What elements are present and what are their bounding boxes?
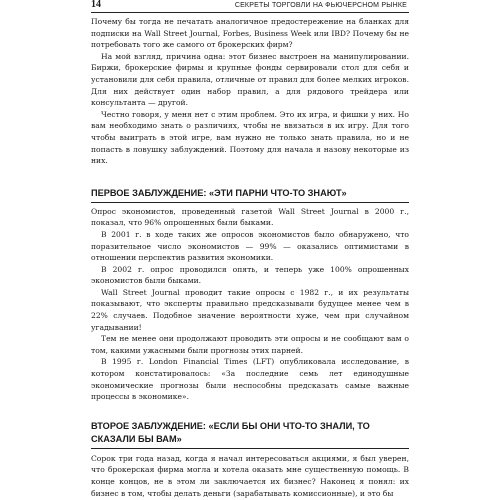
paragraph: Тем не менее они продолжают проводить эти опросы и не сообщают вам о том, какими ужасными были прогнозы этих парней. (91, 334, 409, 355)
paragraph: В 1995 г. London Financial Times (LFT) опубликовала исследование, в котором констатировалось: «За последние семь лет единодушные экономические прогнозы были неспособны предсказать самые важные процессы в экономике». (91, 357, 409, 402)
paragraph: В 2002 г. опрос проводился опять, и теперь уже 100% опрошенных экономистов были быками. (91, 264, 409, 286)
section-heading: ВТОРОЕ ЗАБЛУЖДЕНИЕ: «ЕСЛИ БЫ ОНИ ЧТО-ТО ЗНАЛИ, ТО СКАЗАЛИ БЫ ВАМ» (91, 420, 409, 449)
paragraph: Wall Street Journal проводит такие опросы с 1982 г., и их результаты показывают, что эксперты правильно предсказывали будущее менее чем в 22% случаев. Подобное значение вероятности хуже, чем при случайном угадывании! (91, 287, 409, 332)
page-header (91, 0, 409, 13)
paragraph: Честно говоря, у меня нет с этим проблем. Это их игра, и фишки у них. Но вам необходимо знать о различиях, чтобы не ввязаться в их игру. Для того чтобы выиграть в этой игре, вам нужно не только знать правила, но и не попасть в ловушку заблуждений. Поэтому для начала я назову некоторые из них. (91, 109, 409, 166)
section-text (91, 206, 409, 403)
paragraph: На мой взгляд, причина одна: этот бизнес выстроен на манипулировании. Биржи, брокерские фирмы и крупные фонды сервировали стол для себя и установили для себя правила, отличные от правил для более мелких игроков. Для них действует один набор правил, а для рядового трейдера или консультанта — другой. (91, 51, 409, 108)
section-heading: ПЕРВОЕ ЗАБЛУЖДЕНИЕ: «ЭТИ ПАРНИ ЧТО-ТО ЗНАЮТ» (91, 187, 409, 203)
paragraph: Опрос экономистов, проведенный газетой Wall Street Journal в 2000 г., показал, что 96% опрошенных были быками. (91, 206, 409, 228)
page-number: 14 (91, 0, 101, 10)
book-page (91, 0, 409, 499)
section-text (91, 453, 409, 499)
paragraph: В 2001 г. в ходе таких же опросов экономистов было обнаружено, что поразительное число экономистов — 99% — оказались оптимистами в отношении перспектив развития экономики. (91, 229, 409, 263)
paragraph: Сорок три года назад, когда я начал интересоваться акциями, я был уверен, что брокерская фирма могла и хотела оказать мне существенную помощь. В конце концов, не в этом ли заключается их бизнес? Наконец я понял: их бизнес в том, чтобы делать деньги (зарабатывать комиссионные), и это бы (91, 453, 409, 498)
intro-text (91, 16, 409, 167)
running-title: СЕКРЕТЫ ТОРГОВЛИ НА ФЬЮЧЕРСНОМ РЫНКЕ (234, 2, 407, 9)
paragraph: Почему бы тогда не печатать аналогичное предостережение на бланках для подписки на Wall Street Journal, Forbes, Business Week или IBD? Почему бы не потребовать того же самого от брокерских фирм? (91, 17, 409, 50)
